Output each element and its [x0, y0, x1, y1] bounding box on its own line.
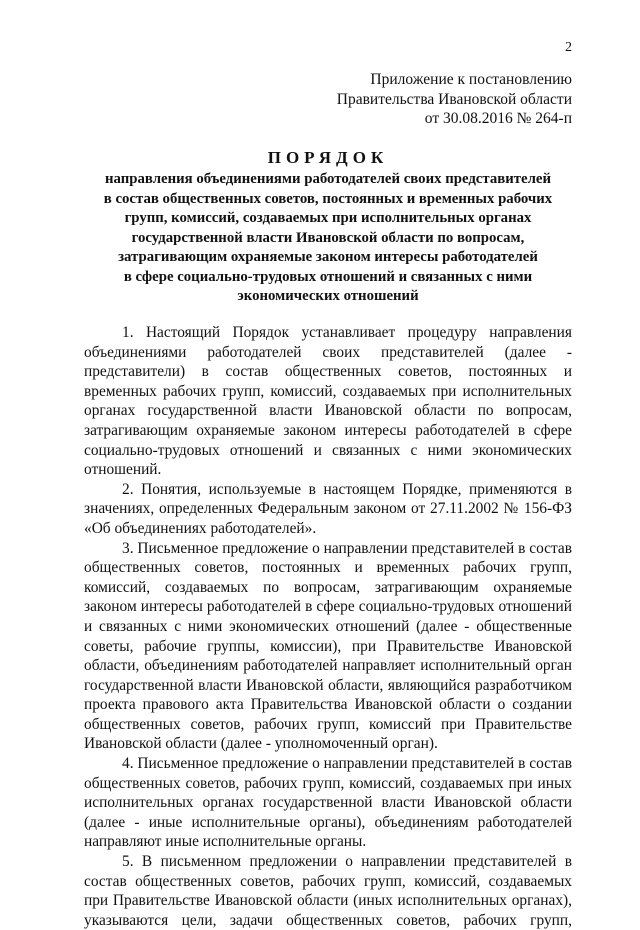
document-heading: [84, 148, 572, 307]
paragraph-4: 4. Письменное предложение о направлении представителей в состав общественных советов, рабочих групп, комиссий, создаваемых при иных исполнительных органах государственной власти Ивановской области (далее - иные исполнительные органы), объединениям работодателей направляют иные исполнительные органы.: [84, 755, 572, 851]
appendix-header: [337, 70, 572, 129]
appendix-line: Правительства Ивановской области: [336, 90, 572, 108]
subtitle-line: экономических отношений: [237, 288, 419, 304]
document-title: ПОРЯДОК: [267, 148, 389, 167]
paragraph-3: 3. Письменное предложение о направлении представителей в состав общественных советов, постоянных и временных рабочих групп, комиссий, создаваемых по вопросам, затрагивающим охраняемые законом интересы работодателей в сфере социально-трудовых отношений и связанных с ними экономических отношений (далее - общественные советы, рабочие группы, комиссии), при Правительстве Ивановской области, объединениям работодателей направляет исполнительный орган государственной власти Ивановской области, являющийся разработчиком проекта правового акта Правительства Ивановской области о создании общественных советов, рабочих групп, комиссий при Правительстве Ивановской области (далее - уполномоченный орган).: [84, 539, 572, 753]
page-number: 2: [565, 40, 572, 55]
appendix-line: от 30.08.2016 № 264-п: [424, 110, 572, 127]
subtitle-line: направления объединениями работодателей своих представителей: [105, 171, 551, 187]
document-subtitle: [84, 170, 572, 307]
subtitle-line: государственной власти Ивановской области по вопросам,: [131, 229, 525, 246]
paragraph-5: 5. В письменном предложении о направлении представителей в состав общественных советов, рабочих групп, комиссий, создаваемых при Правительстве Ивановской области (иных исполнительных органах), указываются цели, задачи общественных советов, рабочих групп,: [84, 853, 572, 929]
subtitle-line: в состав общественных советов, постоянных и временных рабочих: [103, 190, 553, 207]
paragraph-1: 1. Настоящий Порядок устанавливает процедуру направления объединениями работодателей своих представителей (далее - представители) в состав общественных советов, постоянных и временных рабочих групп, комиссий, создаваемых при исполнительных органах государственной власти Ивановской области по вопросам, затрагивающим охраняемые законом интересы работодателей в сфере социально-трудовых отношений и связанных с ними экономических отношений.: [84, 324, 572, 479]
subtitle-line: в сфере социально-трудовых отношений и связанных с ними: [123, 268, 533, 285]
paragraph-2: 2. Понятия, используемые в настоящем Порядке, применяются в значениях, определенных Федеральным законом от 27.11.2002 № 156-ФЗ «Об объединениях работодателей».: [84, 480, 572, 537]
subtitle-line: затрагивающим охраняемые законом интересы работодателей: [118, 249, 538, 265]
document-body: [84, 323, 572, 930]
subtitle-line: групп, комиссий, создаваемых при исполнительных органах: [124, 210, 532, 226]
appendix-line: Приложение к постановлению: [370, 71, 572, 88]
